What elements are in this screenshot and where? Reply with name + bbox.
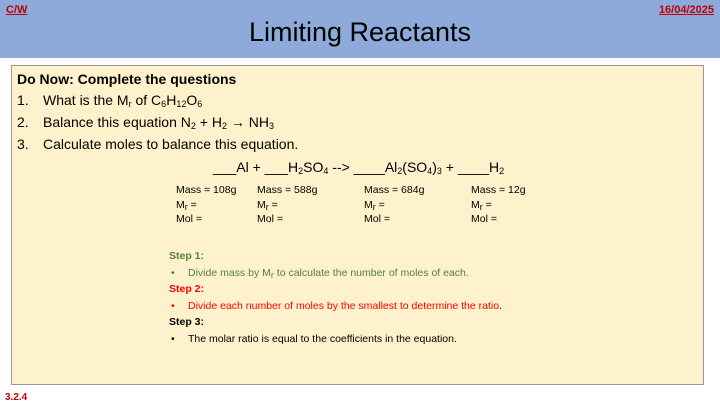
mr-label: M	[471, 198, 480, 211]
reaction-equation	[12, 159, 705, 175]
mass-value: Mass = 108g	[176, 184, 237, 196]
subscript: 4	[427, 166, 433, 176]
equation-part: --> ____Al	[328, 159, 398, 175]
step-text: to calculate the number of moles of each.	[273, 266, 469, 279]
subscript: r	[265, 201, 269, 212]
step-1-label: Step 1:	[169, 250, 205, 262]
mr-label: M	[176, 198, 185, 211]
question-2	[17, 114, 274, 130]
subscript: 4	[323, 166, 329, 176]
bullet-icon: •	[171, 299, 175, 312]
al2so43-column	[364, 183, 424, 227]
question-2-number: 2.	[17, 114, 29, 130]
mol-row: Mol =	[257, 213, 283, 225]
question-1-number: 1.	[17, 92, 29, 108]
do-now-title: Do Now: Complete the questions	[17, 71, 237, 87]
subscript: 2	[221, 121, 227, 131]
step-text: The molar ratio is equal to the coefficients in the equation.	[188, 332, 457, 345]
question-1-text: What is the M	[43, 92, 129, 108]
h2-column	[471, 183, 526, 227]
mr-label: M	[364, 198, 373, 211]
mr-row	[176, 198, 236, 213]
step-2-label: Step 2:	[169, 283, 205, 295]
subscript: 6	[161, 99, 167, 109]
mol-row: Mol =	[176, 213, 202, 225]
mass-value: Mass = 684g	[364, 184, 425, 196]
mr-label: =	[482, 198, 492, 211]
question-3	[17, 136, 298, 152]
mol-row: Mol =	[364, 213, 390, 225]
mr-row	[364, 198, 424, 213]
question-1-text: of C	[131, 92, 162, 108]
subscript: 2	[499, 166, 505, 176]
step-3-label: Step 3:	[169, 316, 205, 328]
subscript: 6	[197, 99, 203, 109]
step-text: Divide mass by M	[188, 266, 271, 279]
subscript: 2	[190, 121, 196, 131]
step-text: Divide each number of moles by the smallest to determine the ratio	[188, 299, 500, 312]
subscript: r	[184, 201, 188, 212]
spec-reference: 3.2.4	[5, 392, 28, 403]
mol-row: Mol =	[471, 213, 497, 225]
step-1-text	[169, 265, 502, 282]
equation-part: ___Al + ___H	[212, 159, 299, 175]
step-3-text	[169, 331, 502, 348]
do-now-box	[11, 65, 704, 385]
classwork-label: C/W	[6, 4, 28, 16]
mr-row	[257, 198, 317, 213]
subscript: 12	[176, 99, 187, 109]
slide-title: Limiting Reactants	[248, 17, 472, 47]
bullet-icon: •	[171, 266, 175, 279]
question-1-text: O	[186, 92, 198, 108]
question-1-text: H	[166, 92, 177, 108]
mass-value: Mass = 588g	[257, 184, 318, 196]
method-steps	[169, 248, 502, 347]
al-column	[176, 183, 236, 227]
header-bar	[0, 0, 720, 58]
question-2-text: + H	[195, 114, 222, 130]
mr-label: =	[187, 198, 197, 211]
step-text: .	[499, 299, 502, 312]
subscript: 3	[436, 166, 442, 176]
subscript: 2	[298, 166, 304, 176]
equation-part: (SO	[402, 159, 428, 175]
question-3-text: Calculate moles to balance this equation.	[43, 136, 299, 152]
mr-label: M	[257, 198, 266, 211]
equation-part: + ____H	[441, 159, 500, 175]
subscript: r	[128, 99, 132, 109]
mr-row	[471, 198, 526, 213]
question-2-text: Balance this equation N	[43, 114, 191, 130]
date-label: 16/04/2025	[658, 4, 714, 16]
subscript: 3	[268, 121, 274, 131]
question-1	[17, 92, 202, 108]
question-3-number: 3.	[17, 136, 29, 152]
question-2-text: → NH	[226, 114, 269, 130]
subscript: r	[270, 269, 274, 280]
mass-value: Mass = 12g	[471, 184, 526, 196]
subscript: r	[479, 201, 483, 212]
bullet-icon: •	[171, 332, 175, 345]
mr-label: =	[375, 198, 385, 211]
mr-label: =	[268, 198, 278, 211]
subscript: r	[372, 201, 376, 212]
h2so4-column	[257, 183, 317, 227]
step-2-text	[169, 298, 502, 315]
equation-part: SO	[303, 159, 324, 175]
equation-part: )	[432, 159, 437, 175]
subscript: 2	[397, 166, 403, 176]
